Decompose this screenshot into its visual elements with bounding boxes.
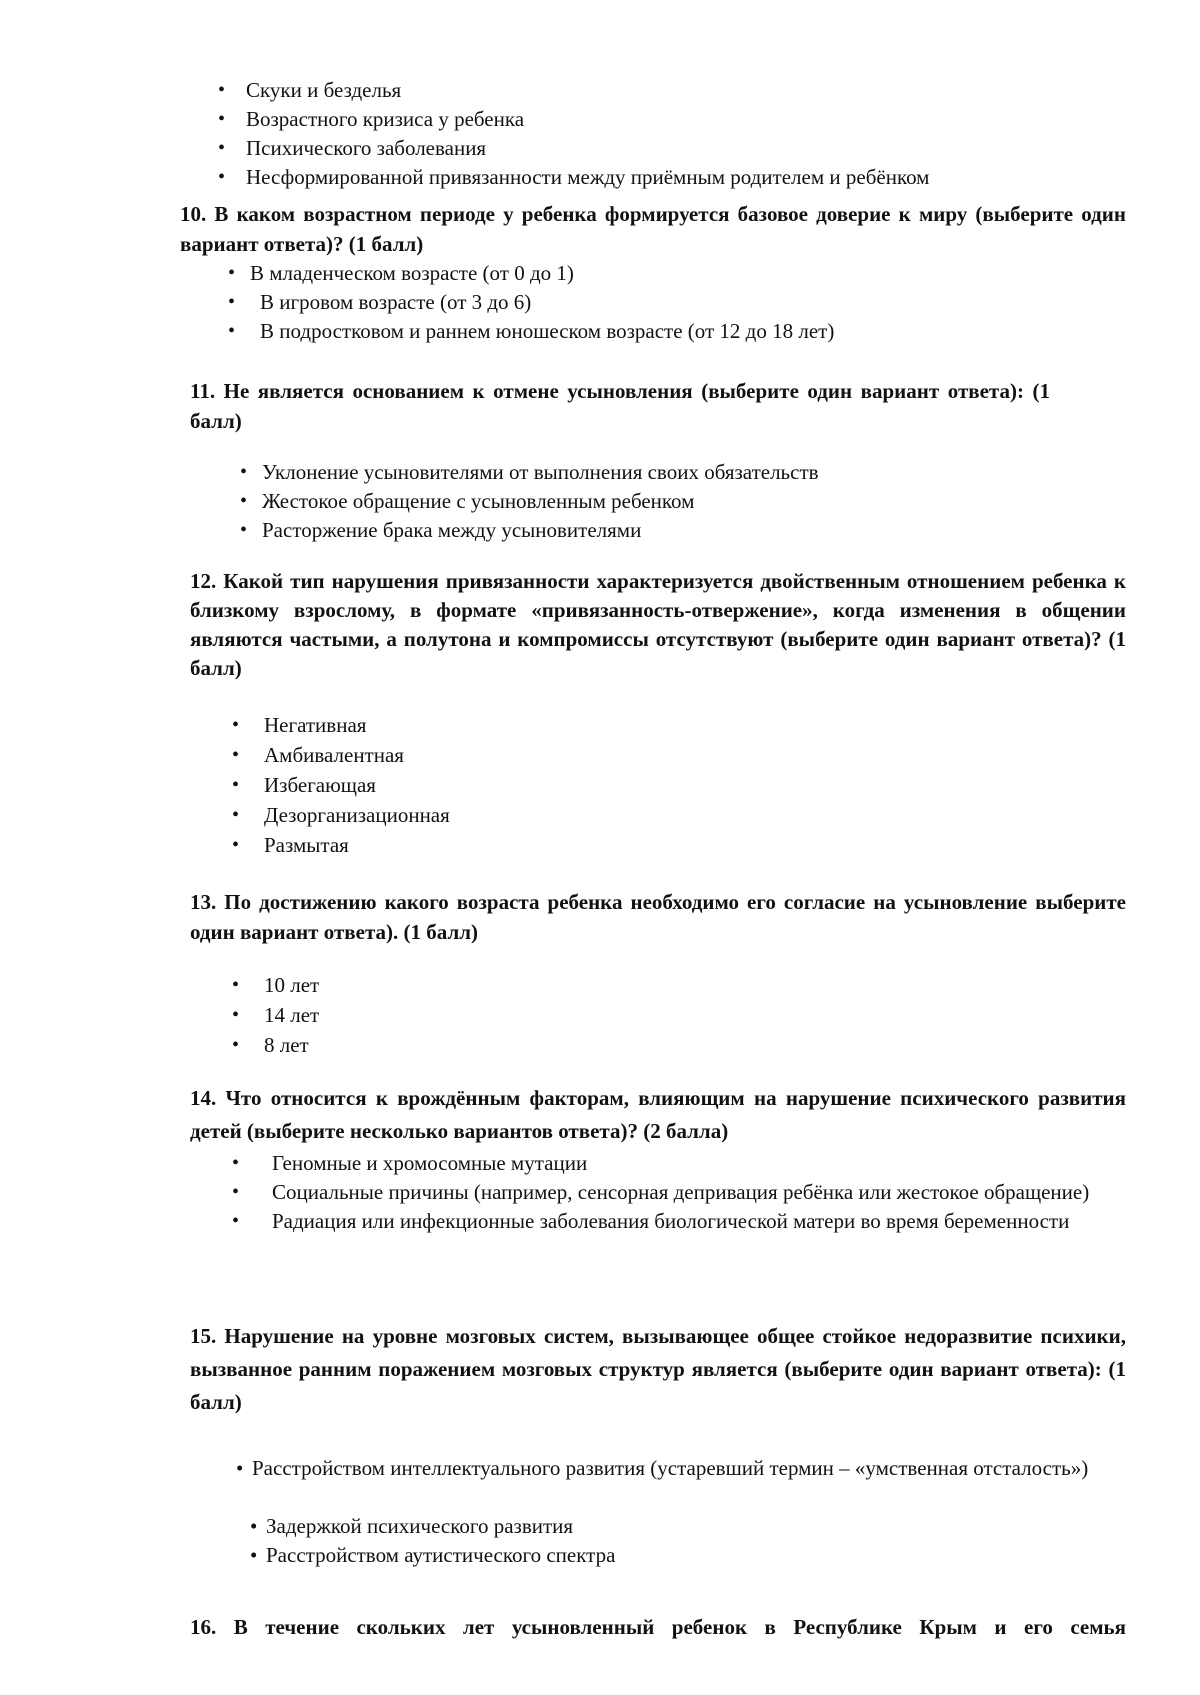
- option-item: • В игровом возрасте (от 3 до 6): [222, 288, 1122, 317]
- option-text: Задержкой психического развития: [266, 1514, 574, 1538]
- bullet-icon: •: [236, 1456, 244, 1480]
- question-15-option-3: [250, 1542, 1126, 1568]
- question-15-option-1: [236, 1455, 1126, 1481]
- option-text: Расстройством интеллектуального развития (устаревший термин – «умственная отсталость»): [252, 1456, 1089, 1480]
- question-10-text: 10. В каком возрастном периоде у ребенка формируется базовое доверие к миру (выберите один вариант ответа)? (1 балл): [180, 202, 1126, 256]
- option-item: • Уклонение усыновителями от выполнения своих обязательств: [234, 458, 1114, 487]
- option-item: • Психического заболевания: [218, 134, 1118, 163]
- option-item: • Расторжение брака между усыновителями: [234, 516, 1114, 545]
- question-13-options: [226, 970, 1106, 1060]
- question-14-options: [226, 1150, 1128, 1235]
- option-item: • Скуки и безделья: [218, 76, 1118, 105]
- bullet-icon: •: [250, 1543, 258, 1567]
- question-10-options: [222, 259, 1122, 346]
- question-15-option-2: [250, 1513, 1126, 1539]
- question-9-options: [218, 76, 1118, 192]
- option-item: • Возрастного кризиса у ребенка: [218, 105, 1118, 134]
- question-15-text: 15. Нарушение на уровне мозговых систем, вызывающее общее стойкое недоразвитие психики, вызванное ранним поражением мозговых структур является (выберите один вариант ответа): (1 балл): [190, 1324, 1126, 1414]
- question-11-options: [234, 458, 1114, 545]
- question-14-text: 14. Что относится к врождённым факторам, влияющим на нарушение психического развития детей (выберите несколько вариантов ответа)? (2 балла): [190, 1086, 1126, 1143]
- option-item: • Социальные причины (например, сенсорная депривация ребёнка или жестокое обращение): [226, 1179, 1128, 1206]
- option-item: • Избегающая: [226, 770, 1106, 800]
- question-11-text: 11. Не является основанием к отмене усыновления (выберите один вариант ответа): (1 балл): [190, 379, 1050, 433]
- option-item: • 14 лет: [226, 1000, 1106, 1030]
- option-item: • Размытая: [226, 830, 1106, 860]
- question-13-text: 13. По достижению какого возраста ребенка необходимо его согласие на усыновление выберите один вариант ответа). (1 балл): [190, 890, 1126, 944]
- option-item: • Несформированной привязанности между приёмным родителем и ребёнком: [218, 163, 1118, 192]
- option-item: • Дезорганизационная: [226, 800, 1106, 830]
- option-item: • Радиация или инфекционные заболевания биологической матери во время беременности: [226, 1208, 1128, 1235]
- option-item: • Геномные и хромосомные мутации: [226, 1150, 1128, 1177]
- option-item: • 8 лет: [226, 1030, 1106, 1060]
- option-item: • В младенческом возрасте (от 0 до 1): [222, 259, 1122, 288]
- option-item: • В подростковом и раннем юношеском возрасте (от 12 до 18 лет): [222, 317, 1122, 346]
- option-text: Расстройством аутистического спектра: [266, 1543, 616, 1567]
- bullet-icon: •: [250, 1514, 258, 1538]
- option-item: • Негативная: [226, 710, 1106, 740]
- option-item: • 10 лет: [226, 970, 1106, 1000]
- option-item: • Амбивалентная: [226, 740, 1106, 770]
- option-item: • Жестокое обращение с усыновленным ребенком: [234, 487, 1114, 516]
- question-16-text: 16. В течение скольких лет усыновленный ребенок в Республике Крым и его семья: [190, 1615, 1126, 1639]
- question-12-options: [226, 710, 1106, 860]
- question-12-text: 12. Какой тип нарушения привязанности характеризуется двойственным отношением ребенка к близкому взрослому, в формате «привязанность-отвержение», когда изменения в общении являются частыми, а полутона и компромиссы отсутствуют (выберите один вариант ответа)? (1 балл): [190, 569, 1126, 680]
